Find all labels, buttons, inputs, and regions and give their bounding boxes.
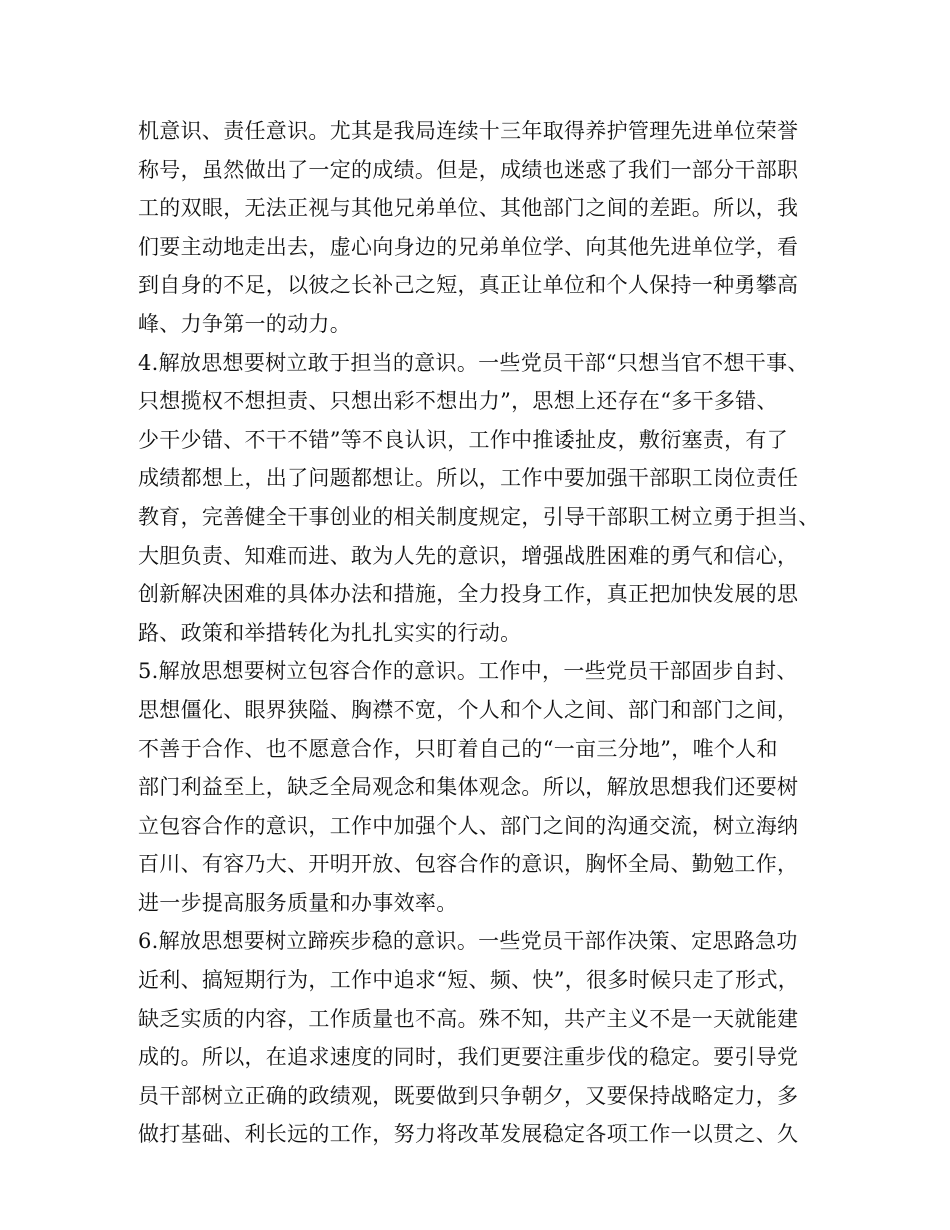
document-body xyxy=(138,112,818,1154)
text-line: 5.解放思想要树立包容合作的意识。工作中，一些党员干部固步自封、 xyxy=(138,659,798,684)
text-line: 大胆负责、知难而进、敢为人先的意识，增强战胜困难的勇气和信心， xyxy=(138,543,799,568)
text-line: 称号，虽然做出了一定的成绩。但是，成绩也迷惑了我们一部分干部职 xyxy=(138,157,799,182)
text-line: 创新解决困难的具体办法和措施，全力投身工作，真正把加快发展的思 xyxy=(138,582,799,607)
text-line: 百川、有容乃大、开明开放、包容合作的意识，胸怀全局、勤勉工作， xyxy=(138,852,799,877)
text-line: 立包容合作的意识，工作中加强个人、部门之间的沟通交流，树立海纳 xyxy=(138,813,799,838)
text-line: 缺乏实质的内容，工作质量也不高。殊不知，共产主义不是一天就能建 xyxy=(138,1006,799,1031)
text-line: 成绩都想上，出了问题都想让。所以，工作中要加强干部职工岗位责任 xyxy=(138,466,799,491)
text-line: 6.解放思想要树立蹄疾步稳的意识。一些党员干部作决策、定思路急功 xyxy=(138,929,798,954)
text-line: 少干少错、不干不错”等不良认识，工作中推诿扯皮，敷衍塞责，有了 xyxy=(138,427,789,452)
text-line: 不善于合作、也不愿意合作，只盯着自己的“一亩三分地”，唯个人和 xyxy=(138,736,778,761)
text-line: 峰、力争第一的动力。 xyxy=(138,311,351,336)
text-line: 路、政策和举措转化为扎扎实实的行动。 xyxy=(138,620,522,645)
text-line: 做打基础、利长远的工作，努力将改革发展稳定各项工作一以贯之、久 xyxy=(138,1122,799,1147)
text-line: 员干部树立正确的政绩观，既要做到只争朝夕，又要保持战略定力，多 xyxy=(138,1083,799,1108)
text-line: 到自身的不足，以彼之长补己之短，真正让单位和个人保持一种勇攀高 xyxy=(138,273,799,298)
text-line: 部门利益至上，缺乏全局观念和集体观念。所以，解放思想我们还要树 xyxy=(138,775,799,800)
text-line: 们要主动地走出去，虚心向身边的兄弟单位学、向其他先进单位学，看 xyxy=(138,234,799,259)
text-line: 只想揽权不想担责、只想出彩不想出力”，思想上还存在“多干多错、 xyxy=(138,389,778,414)
text-line: 思想僵化、眼界狭隘、胸襟不宽，个人和个人之间、部门和部门之间， xyxy=(138,697,799,722)
text-line: 4.解放思想要树立敢于担当的意识。一些党员干部“只想当官不想干事、 xyxy=(138,350,809,375)
text-line: 工的双眼，无法正视与其他兄弟单位、其他部门之间的差距。所以，我 xyxy=(138,196,799,221)
text-line: 近利、搞短期行为，工作中追求“短、频、快”，很多时候只走了形式， xyxy=(138,968,800,993)
text-line: 成的。所以，在追求速度的同时，我们更要注重步伐的稳定。要引导党 xyxy=(138,1045,799,1070)
text-line: 教育，完善健全干事创业的相关制度规定，引导干部职工树立勇于担当、 xyxy=(138,504,820,529)
text-line: 进一步提高服务质量和办事效率。 xyxy=(138,890,458,915)
text-line: 机意识、责任意识。尤其是我局连续十三年取得养护管理先进单位荣誉 xyxy=(138,119,799,143)
